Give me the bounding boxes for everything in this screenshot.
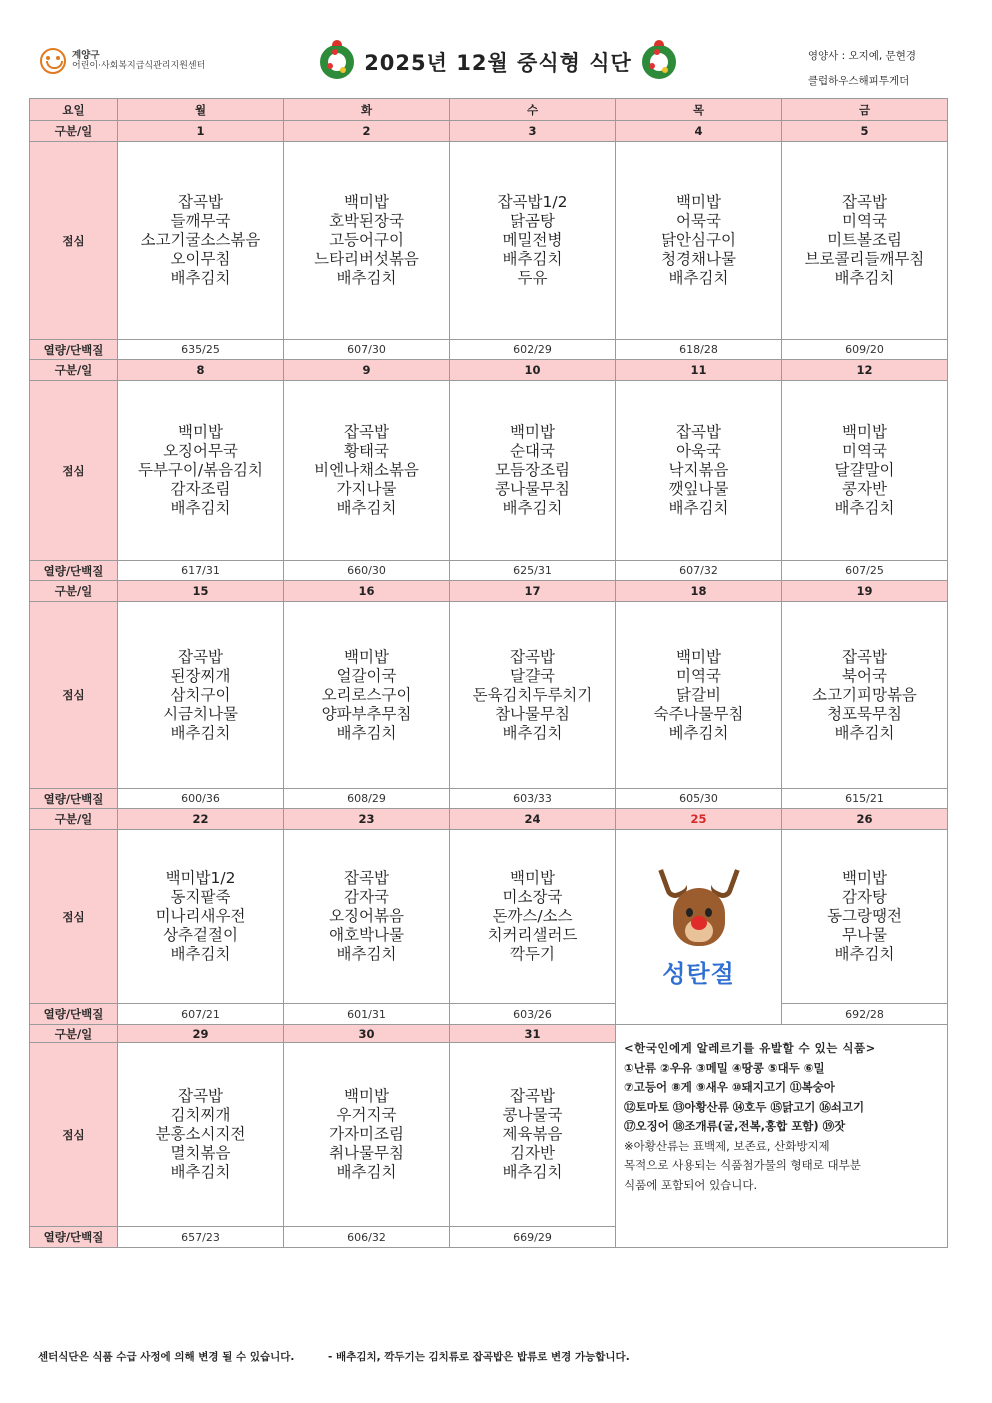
menu-item: 배추김치 bbox=[668, 269, 729, 287]
menu-item: 미역국 bbox=[842, 442, 887, 460]
menu-item: 두부구이/볶음김치 bbox=[137, 461, 263, 479]
menu-item: 백미밥 bbox=[842, 869, 887, 887]
menu-item: 백미밥 bbox=[676, 193, 721, 211]
menu-item: 백미밥 bbox=[676, 647, 721, 666]
menu-item: 잡곡밥 bbox=[178, 193, 223, 211]
menu-item: 달걀말이 bbox=[834, 461, 895, 479]
menu-item: 잡곡밥 bbox=[344, 423, 389, 441]
menu-item: 잡곡밥 bbox=[510, 1087, 555, 1105]
menu-cell bbox=[450, 602, 616, 789]
weekday-mon: 월 bbox=[118, 99, 284, 121]
date-label: 구분/일 bbox=[30, 809, 118, 830]
lunch-label: 점심 bbox=[30, 142, 118, 340]
menu-item: 백미밥 bbox=[842, 423, 887, 441]
menu-item: 메밀전병 bbox=[502, 231, 563, 249]
calorie-cell: 607/32 bbox=[616, 561, 782, 581]
lunch-row bbox=[30, 142, 948, 340]
menu-item: 돈육김치두루치기 bbox=[472, 685, 593, 704]
menu-item: 제육볶음 bbox=[502, 1125, 563, 1143]
date-cell: 11 bbox=[616, 360, 782, 381]
date-cell: 15 bbox=[118, 581, 284, 602]
menu-cell bbox=[616, 602, 782, 789]
date-cell: 30 bbox=[284, 1025, 450, 1043]
menu-item: 순대국 bbox=[510, 442, 555, 460]
menu-cell bbox=[450, 381, 616, 561]
date-cell-holiday: 25 bbox=[616, 809, 782, 830]
menu-item: 취나물무침 bbox=[329, 1144, 404, 1162]
nutritionist-names: 영양사 : 오지예, 문현경 bbox=[807, 50, 916, 62]
date-cell: 22 bbox=[118, 809, 284, 830]
menu-item: 배추김치 bbox=[336, 945, 397, 963]
calorie-cell: 615/21 bbox=[782, 789, 948, 809]
menu-item: 고등어구이 bbox=[329, 231, 404, 249]
menu-item: 배추김치 bbox=[170, 945, 231, 963]
menu-item: 감자조림 bbox=[170, 480, 231, 498]
calorie-cell: 635/25 bbox=[118, 340, 284, 360]
calorie-label: 열량/단백질 bbox=[30, 789, 118, 809]
menu-item: 잡곡밥 bbox=[676, 423, 721, 441]
calorie-label: 열량/단백질 bbox=[30, 561, 118, 581]
facility-name: 클럽하우스해피투게더 bbox=[807, 75, 910, 87]
date-cell: 8 bbox=[118, 360, 284, 381]
allergy-list-3: ⑫토마토 ⑬아황산류 ⑭호두 ⑮닭고기 ⑯쇠고기 bbox=[624, 1099, 865, 1114]
calorie-cell: 603/33 bbox=[450, 789, 616, 809]
page-title: 2025년 12월 중식형 식단 bbox=[364, 51, 632, 75]
menu-item: 배추김치 bbox=[336, 1163, 397, 1181]
date-row bbox=[30, 809, 948, 830]
calorie-cell: 618/28 bbox=[616, 340, 782, 360]
menu-cell bbox=[284, 142, 450, 340]
calorie-cell: 657/23 bbox=[118, 1227, 284, 1248]
menu-item: 깻잎나물 bbox=[668, 480, 729, 498]
date-label: 구분/일 bbox=[30, 1025, 118, 1043]
wreath-icon bbox=[642, 45, 676, 79]
date-label: 구분/일 bbox=[30, 581, 118, 602]
menu-cell bbox=[284, 602, 450, 789]
menu-item: 멸치볶음 bbox=[170, 1144, 231, 1162]
menu-item: 우거지국 bbox=[336, 1106, 397, 1124]
menu-item: 치커리샐러드 bbox=[487, 926, 578, 944]
menu-item: 삼치구이 bbox=[170, 685, 231, 704]
wreath-icon bbox=[320, 45, 354, 79]
allergy-heading: <한국인에게 알레르기를 유발할 수 있는 식품> bbox=[624, 1041, 876, 1055]
date-cell: 18 bbox=[616, 581, 782, 602]
calorie-row bbox=[30, 561, 948, 581]
menu-item: 닭안심구이 bbox=[661, 231, 736, 249]
weekday-fri: 금 bbox=[782, 99, 948, 121]
menu-item: 동그랑땡전 bbox=[827, 907, 902, 925]
date-cell: 26 bbox=[782, 809, 948, 830]
date-cell: 16 bbox=[284, 581, 450, 602]
footer-note-1: 센터식단은 식품 수급 사정에 의해 변경 될 수 있습니다. bbox=[38, 1351, 295, 1363]
menu-item: 잡곡밥 bbox=[842, 647, 887, 666]
menu-cell bbox=[782, 602, 948, 789]
menu-item: 숙주나물무침 bbox=[653, 704, 744, 723]
menu-item: 양파부추무침 bbox=[321, 704, 412, 723]
menu-item: 미소장국 bbox=[502, 888, 563, 906]
menu-cell bbox=[118, 602, 284, 789]
menu-item: 브로콜리들깨무침 bbox=[804, 250, 925, 268]
menu-cell bbox=[450, 142, 616, 340]
menu-item: 콩나물무침 bbox=[495, 480, 570, 498]
smile-logo-icon bbox=[40, 48, 66, 74]
menu-item: 백미밥1/2 bbox=[165, 869, 236, 887]
holiday-name: 성탄절 bbox=[662, 959, 735, 988]
center-name bbox=[72, 50, 205, 72]
date-row bbox=[30, 121, 948, 142]
menu-cell bbox=[782, 381, 948, 561]
date-cell: 23 bbox=[284, 809, 450, 830]
menu-item: 아욱국 bbox=[676, 442, 721, 460]
menu-cell bbox=[118, 142, 284, 340]
date-cell: 9 bbox=[284, 360, 450, 381]
weekday-wed: 수 bbox=[450, 99, 616, 121]
menu-item: 가지나물 bbox=[336, 480, 397, 498]
menu-item: 시금치나물 bbox=[163, 704, 238, 723]
menu-item: 무나물 bbox=[842, 926, 887, 944]
staff-info bbox=[808, 44, 916, 94]
date-row bbox=[30, 581, 948, 602]
date-cell: 2 bbox=[284, 121, 450, 142]
date-cell: 3 bbox=[450, 121, 616, 142]
menu-item: 배추김치 bbox=[834, 945, 895, 963]
calorie-cell: 625/31 bbox=[450, 561, 616, 581]
menu-cell bbox=[450, 830, 616, 1004]
menu-item: 달걀국 bbox=[510, 666, 555, 685]
lunch-label: 점심 bbox=[30, 1043, 118, 1227]
menu-item: 감자국 bbox=[344, 888, 389, 906]
calorie-cell: 669/29 bbox=[450, 1227, 616, 1248]
date-label: 구분/일 bbox=[30, 121, 118, 142]
menu-item: 배추김치 bbox=[502, 1163, 563, 1181]
date-cell: 19 bbox=[782, 581, 948, 602]
menu-item: 배추김치 bbox=[502, 499, 563, 517]
allergy-note-1: ※아황산류는 표백제, 보존료, 산화방지제 bbox=[624, 1138, 830, 1153]
calorie-cell: 607/21 bbox=[118, 1004, 284, 1025]
holiday-cell bbox=[616, 830, 782, 1025]
date-cell: 1 bbox=[118, 121, 284, 142]
calorie-cell: 608/29 bbox=[284, 789, 450, 809]
menu-item: 배추김치 bbox=[502, 250, 563, 268]
menu-item: 느타리버섯볶음 bbox=[314, 250, 419, 268]
menu-item: 미나리새우전 bbox=[155, 907, 246, 925]
menu-item: 잡곡밥1/2 bbox=[497, 193, 568, 211]
date-cell: 12 bbox=[782, 360, 948, 381]
calorie-row bbox=[30, 789, 948, 809]
menu-item: 배추김치 bbox=[336, 269, 397, 287]
menu-item: 배추김치 bbox=[668, 499, 729, 517]
menu-cell bbox=[782, 830, 948, 1004]
menu-item: 배추김치 bbox=[834, 269, 895, 287]
menu-item: 콩나물국 bbox=[502, 1106, 563, 1124]
menu-item: 백미밥 bbox=[510, 423, 555, 441]
allergy-note-3: 식품에 포함되어 있습니다. bbox=[624, 1177, 758, 1192]
menu-item: 참나물무침 bbox=[495, 704, 570, 723]
calorie-label: 열량/단백질 bbox=[30, 1004, 118, 1025]
calorie-cell: 600/36 bbox=[118, 789, 284, 809]
menu-item: 베추김치 bbox=[668, 723, 729, 742]
menu-cell bbox=[118, 830, 284, 1004]
lunch-label: 점심 bbox=[30, 381, 118, 561]
menu-item: 백미밥 bbox=[510, 869, 555, 887]
menu-table bbox=[29, 98, 948, 1248]
menu-item: 배추김치 bbox=[170, 499, 231, 517]
reindeer-icon bbox=[653, 866, 745, 950]
org-line-2: 어린이·사회복지급식관리지원센터 bbox=[72, 61, 206, 71]
lunch-label: 점심 bbox=[30, 830, 118, 1004]
menu-item: 동지팥죽 bbox=[170, 888, 231, 906]
menu-item: 백미밥 bbox=[178, 423, 223, 441]
menu-item: 분홍소시지전 bbox=[155, 1125, 246, 1143]
menu-item: 소고기피망볶음 bbox=[812, 685, 917, 704]
menu-item: 모듬장조림 bbox=[495, 461, 570, 479]
menu-item: 배추김치 bbox=[336, 723, 397, 742]
menu-item: 배추김치 bbox=[170, 723, 231, 742]
menu-item: 배추김치 bbox=[502, 723, 563, 742]
menu-item: 두유 bbox=[517, 269, 548, 287]
menu-item: 오징어볶음 bbox=[329, 907, 404, 925]
footer-notes bbox=[38, 1349, 660, 1364]
menu-item: 청경채나물 bbox=[661, 250, 736, 268]
org-line-1: 계양구 bbox=[72, 50, 100, 61]
date-cell: 24 bbox=[450, 809, 616, 830]
menu-item: 돈까스/소스 bbox=[492, 907, 573, 925]
date-row bbox=[30, 360, 948, 381]
menu-item: 얼갈이국 bbox=[336, 666, 397, 685]
menu-item: 잡곡밥 bbox=[178, 647, 223, 666]
menu-item: 상추겉절이 bbox=[163, 926, 238, 944]
menu-item: 북어국 bbox=[842, 666, 887, 685]
menu-item: 잡곡밥 bbox=[842, 193, 887, 211]
date-cell: 29 bbox=[118, 1025, 284, 1043]
menu-cell bbox=[616, 381, 782, 561]
allergy-list-2: ⑦고등어 ⑧게 ⑨새우 ⑩돼지고기 ⑪복숭아 bbox=[624, 1080, 835, 1094]
calorie-cell: 605/30 bbox=[616, 789, 782, 809]
menu-item: 백미밥 bbox=[344, 193, 389, 211]
menu-item: 배추김치 bbox=[336, 499, 397, 517]
date-cell: 31 bbox=[450, 1025, 616, 1043]
weekday-thu: 목 bbox=[616, 99, 782, 121]
menu-item: 잡곡밥 bbox=[178, 1087, 223, 1105]
menu-item: 깍두기 bbox=[510, 945, 555, 963]
calorie-cell: 660/30 bbox=[284, 561, 450, 581]
menu-cell bbox=[782, 142, 948, 340]
menu-item: 애호박나물 bbox=[329, 926, 404, 944]
menu-cell bbox=[616, 142, 782, 340]
date-row bbox=[30, 1025, 948, 1043]
menu-item: 닭갈비 bbox=[676, 685, 721, 704]
menu-item: 오리로스구이 bbox=[321, 685, 412, 704]
menu-item: 소고기굴소스볶음 bbox=[140, 231, 261, 249]
menu-item: 감자탕 bbox=[842, 888, 887, 906]
menu-item: 배추김치 bbox=[834, 723, 895, 742]
date-cell: 10 bbox=[450, 360, 616, 381]
weekday-label: 요일 bbox=[30, 99, 118, 121]
calorie-cell: 603/26 bbox=[450, 1004, 616, 1025]
menu-item: 김치찌개 bbox=[170, 1106, 231, 1124]
menu-item: 배추김치 bbox=[834, 499, 895, 517]
calorie-cell: 606/32 bbox=[284, 1227, 450, 1248]
allergy-list-1: ①난류 ②우유 ③메밀 ④땅콩 ⑤대두 ⑥밀 bbox=[624, 1060, 825, 1075]
menu-item: 호박된장국 bbox=[329, 212, 404, 230]
allergy-notice bbox=[616, 1025, 948, 1248]
calorie-cell: 617/31 bbox=[118, 561, 284, 581]
menu-item: 낙지볶음 bbox=[668, 461, 729, 479]
menu-item: 들깨무국 bbox=[170, 212, 231, 230]
menu-item: 잡곡밥 bbox=[510, 647, 555, 666]
menu-item: 백미밥 bbox=[344, 647, 389, 666]
allergy-note-2: 목적으로 사용되는 식품첨가물의 형태로 대부분 bbox=[624, 1158, 861, 1172]
menu-item: 김자반 bbox=[510, 1144, 555, 1162]
calorie-cell: 602/29 bbox=[450, 340, 616, 360]
menu-item: 잡곡밥 bbox=[344, 869, 389, 887]
calorie-cell: 607/25 bbox=[782, 561, 948, 581]
lunch-label: 점심 bbox=[30, 602, 118, 789]
menu-item: 비엔나채소볶음 bbox=[314, 461, 419, 479]
calorie-cell: 692/28 bbox=[782, 1004, 948, 1025]
menu-item: 황태국 bbox=[344, 442, 389, 460]
calorie-cell: 607/30 bbox=[284, 340, 450, 360]
center-logo bbox=[40, 48, 205, 74]
calorie-label: 열량/단백질 bbox=[30, 1227, 118, 1248]
menu-cell bbox=[284, 1043, 450, 1227]
menu-item: 미역국 bbox=[676, 666, 721, 685]
date-label: 구분/일 bbox=[30, 360, 118, 381]
date-cell: 4 bbox=[616, 121, 782, 142]
menu-item: 닭곰탕 bbox=[510, 212, 555, 230]
calorie-cell: 601/31 bbox=[284, 1004, 450, 1025]
menu-item: 된장찌개 bbox=[170, 666, 231, 685]
menu-item: 청포묵무침 bbox=[827, 704, 902, 723]
calorie-row bbox=[30, 1004, 948, 1025]
calorie-row bbox=[30, 340, 948, 360]
menu-cell bbox=[450, 1043, 616, 1227]
weekday-tue: 화 bbox=[284, 99, 450, 121]
menu-cell bbox=[118, 381, 284, 561]
title-area bbox=[308, 40, 688, 84]
menu-cell bbox=[118, 1043, 284, 1227]
allergy-list-4: ⑰오징어 ⑱조개류(굴,전복,홍합 포함) ⑲잣 bbox=[624, 1119, 846, 1133]
date-cell: 17 bbox=[450, 581, 616, 602]
menu-item: 가자미조림 bbox=[329, 1125, 404, 1143]
footer-note-2: - 배추김치, 깍두기는 김치류로 잡곡밥은 밥류로 변경 가능합니다. bbox=[328, 1351, 630, 1363]
menu-cell bbox=[284, 830, 450, 1004]
date-cell: 5 bbox=[782, 121, 948, 142]
menu-item: 미트볼조림 bbox=[827, 231, 902, 249]
lunch-row bbox=[30, 602, 948, 789]
menu-item: 배추김치 bbox=[170, 269, 231, 287]
menu-item: 백미밥 bbox=[344, 1087, 389, 1105]
menu-cell bbox=[284, 381, 450, 561]
menu-item: 오이무침 bbox=[170, 250, 231, 268]
menu-item: 미역국 bbox=[842, 212, 887, 230]
menu-item: 배추김치 bbox=[170, 1163, 231, 1181]
calorie-cell: 609/20 bbox=[782, 340, 948, 360]
lunch-row bbox=[30, 830, 948, 1004]
menu-item: 오징어무국 bbox=[163, 442, 238, 460]
calorie-label: 열량/단백질 bbox=[30, 340, 118, 360]
menu-item: 콩자반 bbox=[842, 480, 887, 498]
menu-item: 어묵국 bbox=[676, 212, 721, 230]
lunch-row bbox=[30, 381, 948, 561]
weekday-row bbox=[30, 99, 948, 121]
